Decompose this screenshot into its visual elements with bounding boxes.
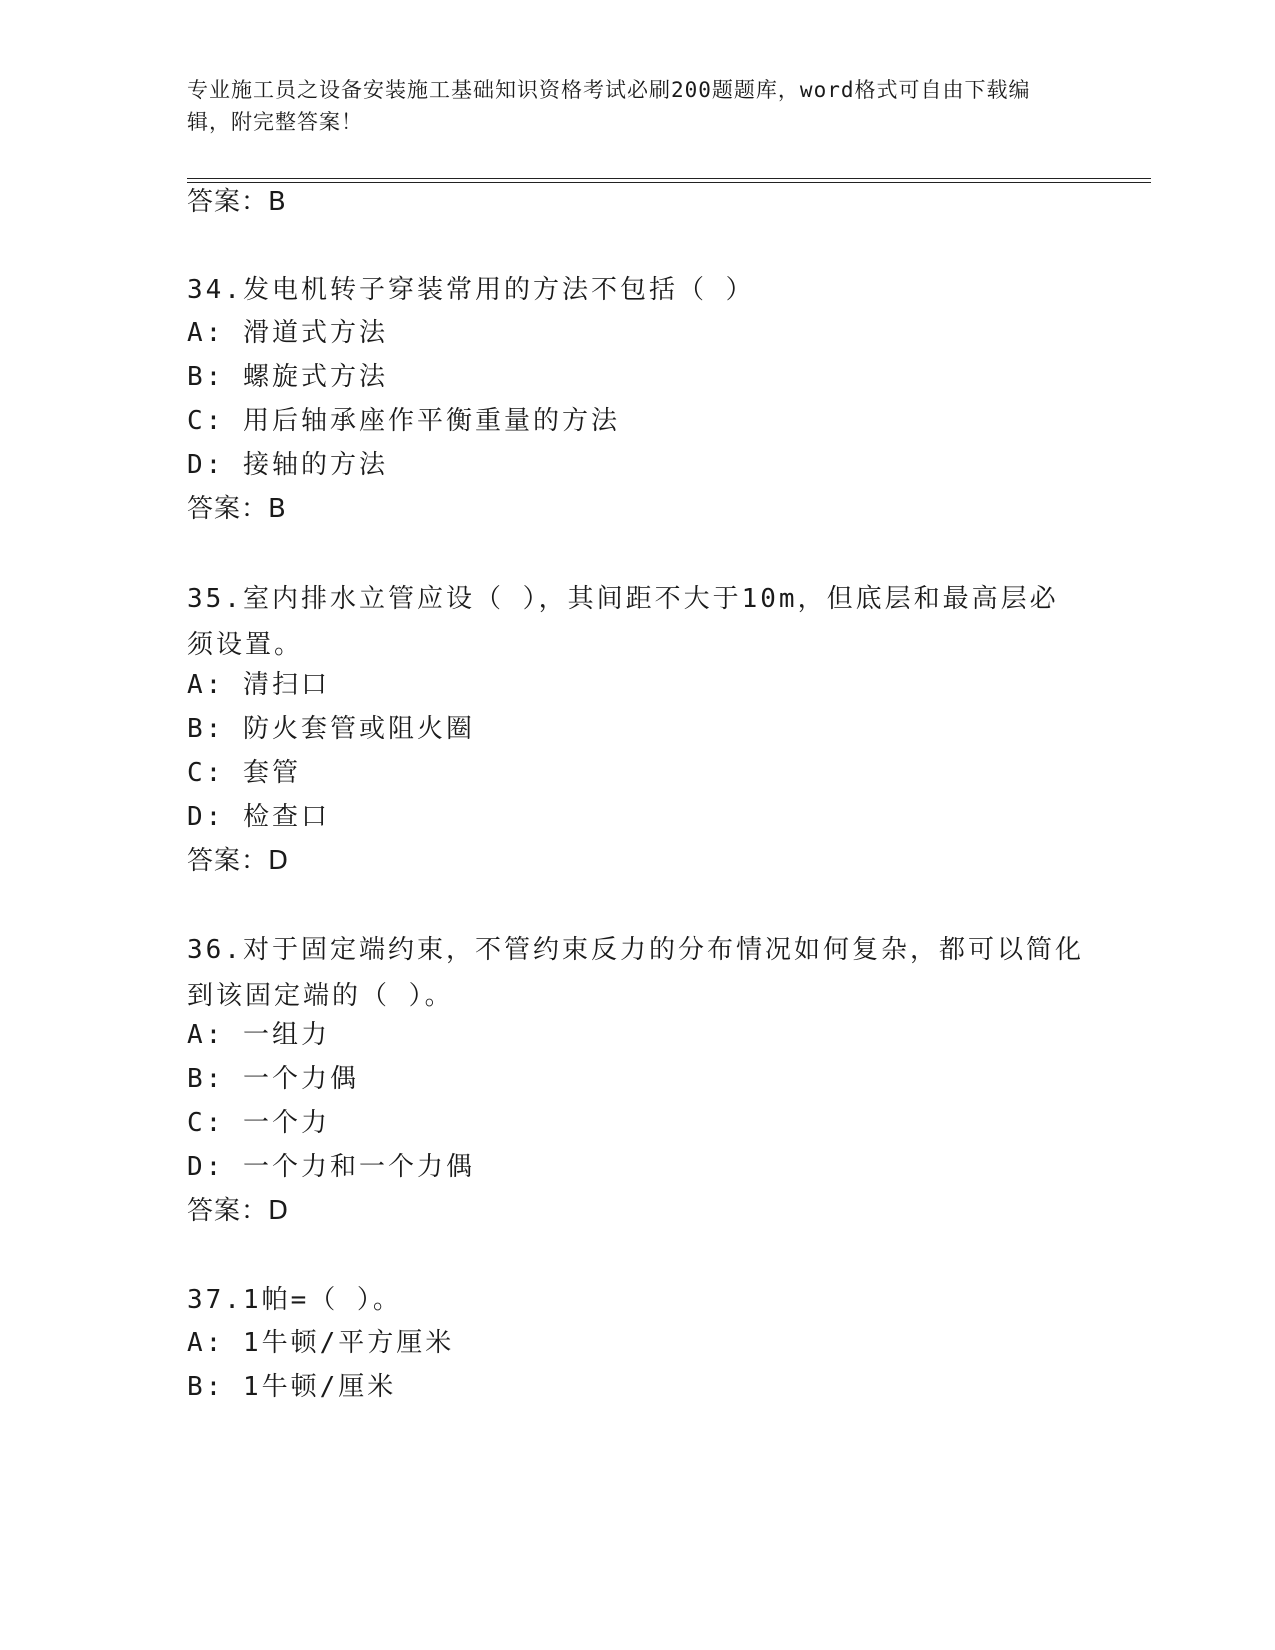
option-b: B: 一个力偶 [187,1064,359,1094]
option-b: B: 螺旋式方法 [187,362,388,392]
document-header: 专业施工员之设备安装施工基础知识资格考试必刷200题题库，word格式可自由下载编辑，附完整答案！ [187,78,1031,134]
question-stem: 35.室内排水立管应设（ ），其间距不大于10m，但底层和最高层必须设置。 [187,584,1059,660]
option-a: A: 1牛顿/平方厘米 [187,1328,455,1358]
option-a: A: 清扫口 [187,670,330,700]
answer: 答案：B [187,494,287,524]
question-stem: 36.对于固定端约束，不管约束反力的分布情况如何复杂，都可以简化到该固定端的（ ）。 [187,935,1084,1011]
option-c: C: 套管 [187,758,301,788]
previous-answer: 答案：B [187,187,287,217]
question-stem: 37.1帕=（ ）。 [187,1285,402,1315]
option-b: B: 1牛顿/厘米 [187,1372,397,1402]
answer: 答案：D [187,1196,290,1226]
option-a: A: 滑道式方法 [187,318,388,348]
option-b: B: 防火套管或阻火圈 [187,714,475,744]
answer: 答案：D [187,846,290,876]
header-rule-top [187,178,1151,179]
option-a: A: 一组力 [187,1020,330,1050]
header-rule-bottom [187,182,1151,183]
option-c: C: 用后轴承座作平衡重量的方法 [187,406,620,436]
option-d: D: 接轴的方法 [187,450,388,480]
option-d: D: 检查口 [187,802,330,832]
option-c: C: 一个力 [187,1108,330,1138]
option-d: D: 一个力和一个力偶 [187,1152,475,1182]
question-stem: 34.发电机转子穿装常用的方法不包括（ ） [187,275,755,305]
